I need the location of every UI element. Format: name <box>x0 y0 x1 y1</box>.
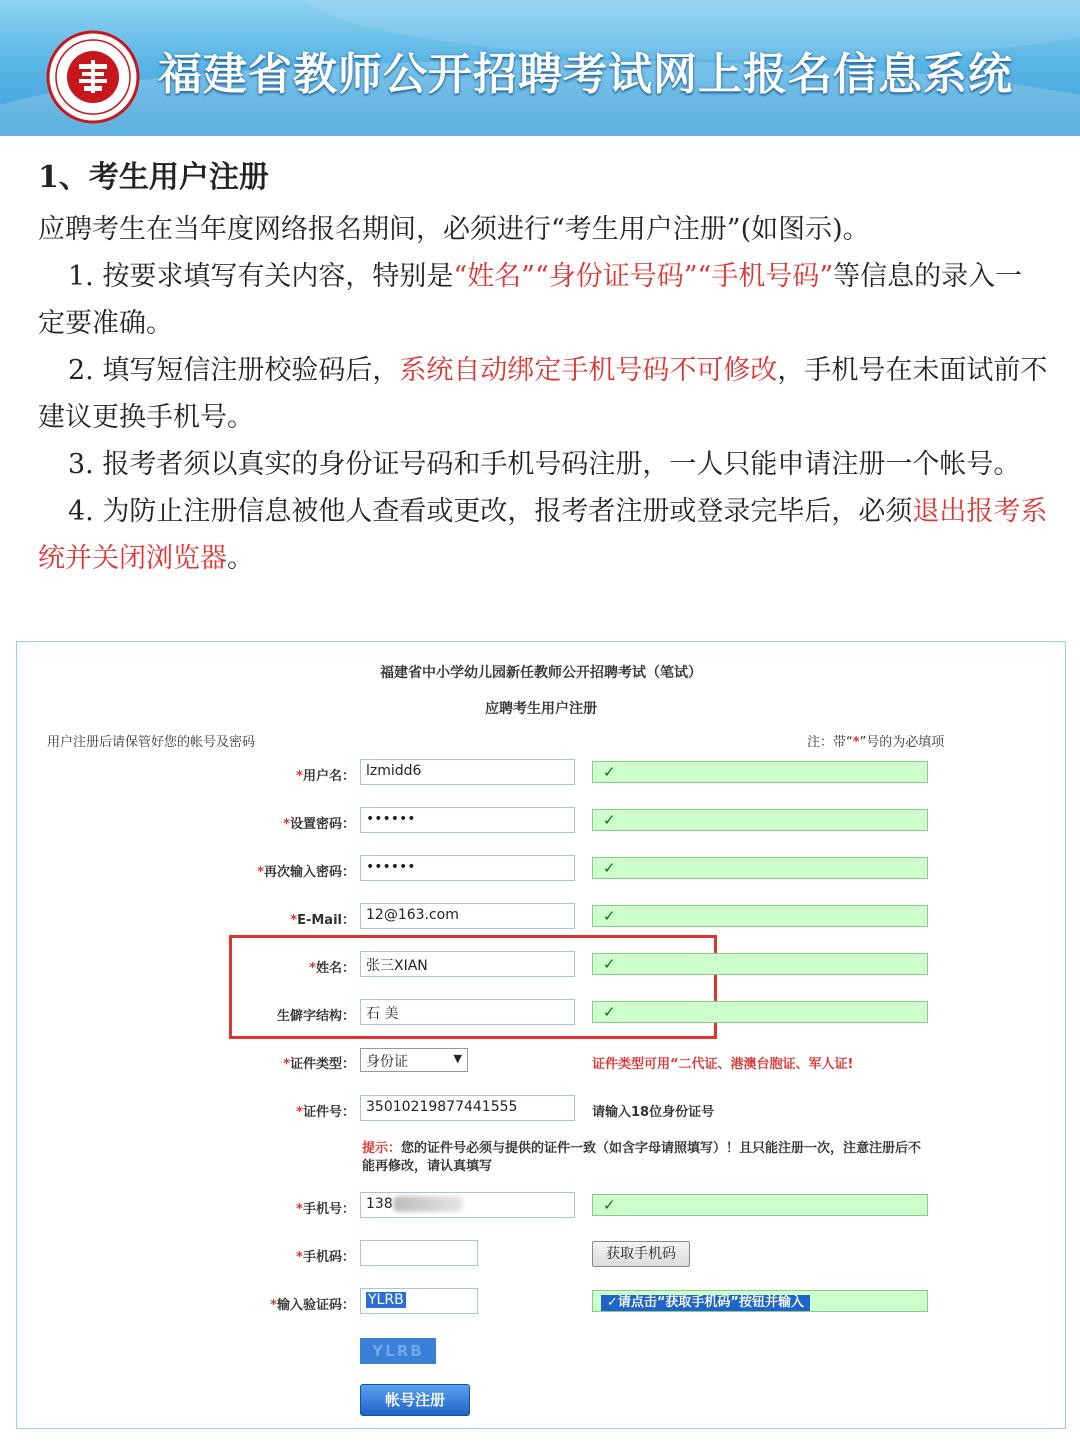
banner-title: 福建省教师公开招聘考试网上报名信息系统 <box>158 49 1013 100</box>
instruction-1: 1. 按要求填写有关内容，特别是“姓名”“身份证号码”“手机号码”等信息的录入一定要准确。 <box>38 261 1023 339</box>
rare-char-input[interactable]: 石 美 <box>360 999 575 1025</box>
register-account-button[interactable]: 帐号注册 <box>360 1384 470 1416</box>
email-valid-indicator: ✓ <box>592 905 928 927</box>
username-valid-indicator: ✓ <box>592 761 928 783</box>
username-input[interactable]: lzmidd6 <box>360 759 575 785</box>
password-input[interactable]: •••••• <box>360 807 575 833</box>
password-confirm-label: *再次输入密码： <box>257 865 355 880</box>
id-number-hint: 请输入18位身份证号 <box>592 1105 715 1120</box>
name-label: *姓名： <box>309 961 355 976</box>
form-title: 福建省中小学幼儿园新任教师公开招聘考试（笔试） <box>380 665 702 681</box>
password-confirm-valid-indicator: ✓ <box>592 857 928 879</box>
dropdown-arrow-icon: ▼ <box>453 1052 462 1065</box>
emphasis-text: 退出报考系统并关闭浏览器 <box>38 496 1048 574</box>
captcha-input[interactable]: YLRB <box>360 1288 478 1314</box>
emphasis-text: 系统自动绑定手机号码不可修改 <box>399 355 778 386</box>
id-type-hint: 证件类型可用“二代证、港澳台胞证、军人证! <box>592 1057 854 1072</box>
instruction-4: 4. 为防止注册信息被他人查看或更改，报考者注册或登录完毕后，必须退出报考系统并关闭浏览器。 <box>38 496 1048 574</box>
captcha-hint: ✓请点击“获取手机码”按钮并输入 <box>592 1290 928 1312</box>
section-title: 1、考生用户注册 <box>38 160 269 195</box>
rare-char-valid-indicator: ✓ <box>592 1001 928 1023</box>
captcha-image[interactable]: YLRB <box>360 1338 436 1364</box>
sms-code-input[interactable] <box>360 1240 478 1266</box>
id-number-label: *证件号： <box>296 1105 355 1120</box>
password-valid-indicator: ✓ <box>592 809 928 831</box>
instruction-2: 2. 填写短信注册校验码后，系统自动绑定手机号码不可修改，手机号在未面试前不建议更换手机号。 <box>38 355 1048 433</box>
phone-label: *手机号： <box>296 1202 355 1217</box>
instruction-3: 3. 报考者须以真实的身份证号码和手机号码注册，一人只能申请注册一个帐号。 <box>68 449 1021 480</box>
exam-institute-logo-icon <box>46 30 140 124</box>
account-safety-note: 用户注册后请保管好您的帐号及密码 <box>47 735 256 750</box>
email-input[interactable]: 12@163.com <box>360 903 575 929</box>
email-label: *E-Mail： <box>290 913 355 928</box>
phone-valid-indicator: ✓ <box>592 1194 928 1216</box>
header-banner <box>0 0 1080 136</box>
required-field-note: 注：带“*”号的为必填项 <box>807 735 945 750</box>
name-valid-indicator: ✓ <box>592 953 928 975</box>
id-type-select[interactable]: 身份证 ▼ <box>360 1048 468 1072</box>
intro-paragraph: 应聘考生在当年度网络报名期间，必须进行“考生用户注册”(如图示)。 <box>38 214 870 245</box>
captcha-label: *输入验证码： <box>270 1298 355 1313</box>
get-sms-code-button[interactable]: 获取手机码 <box>592 1241 690 1267</box>
id-type-label: *证件类型： <box>283 1057 355 1072</box>
name-input[interactable]: 张三XIAN <box>360 951 575 977</box>
rare-char-label: 生僻字结构： <box>276 1009 355 1024</box>
instructions-article <box>38 156 1048 582</box>
id-number-input[interactable]: 35010219877441555 <box>360 1095 575 1121</box>
password-confirm-input[interactable]: •••••• <box>360 855 575 881</box>
phone-input[interactable]: 138 <box>360 1192 575 1218</box>
id-tip: 提示：您的证件号必须与提供的证件一致（如含字母请照填写）！且只能注册一次，注意注册后不能再修改，请认真填写 <box>362 1141 922 1174</box>
sms-code-label: *手机码： <box>296 1250 355 1265</box>
username-label: *用户名： <box>296 769 355 784</box>
form-subtitle: 应聘考生用户注册 <box>485 701 597 717</box>
password-label: *设置密码： <box>283 817 355 832</box>
redacted-blur <box>393 1196 463 1212</box>
emphasis-text: “姓名”“身份证号码”“手机号码” <box>453 261 834 292</box>
registration-form-panel <box>16 641 1066 1429</box>
